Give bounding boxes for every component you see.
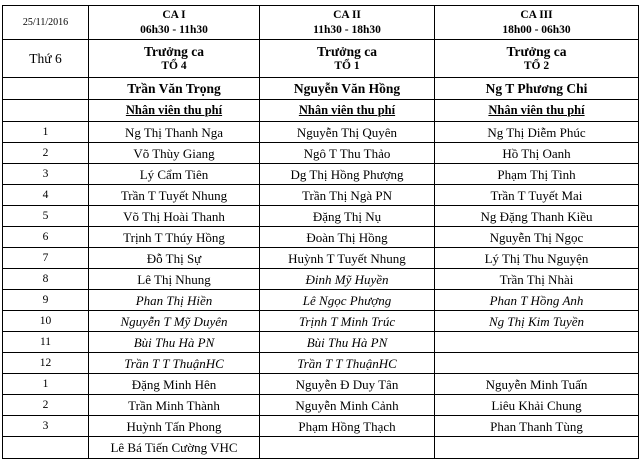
shift-2-team-name: TỔ 1	[334, 59, 360, 72]
shift-3-staff: Lý Thị Thu Nguyện	[435, 248, 639, 269]
table-row	[3, 353, 639, 374]
shift-2-team	[260, 40, 435, 78]
shift-3-lead: Ng T Phương Chi	[435, 78, 639, 100]
shift-2-lead: Nguyễn Văn Hồng	[260, 78, 435, 100]
table-row	[3, 311, 639, 332]
date-cell: 25/11/2016	[3, 6, 89, 40]
table-row	[3, 143, 639, 164]
shift-3-staff: Ng Thị Kim Tuyền	[435, 311, 639, 332]
shift-3-team	[435, 40, 639, 78]
shift-2-lead-label: Trưởng ca	[317, 43, 377, 59]
row-number: 7	[3, 248, 89, 269]
shift-2-staff: Lê Ngọc Phượng	[260, 290, 435, 311]
shift-2-header	[260, 6, 435, 40]
shift-3-staff: Phạm Thị Tình	[435, 164, 639, 185]
shift-2-staff	[260, 437, 435, 459]
shift-1-staff: Lê Bá Tiến Cường VHC	[89, 437, 260, 459]
shift-2-staff: Trần Thị Ngà PN	[260, 185, 435, 206]
shift-1-staff: Trần T T ThuậnHC	[89, 353, 260, 374]
table-row	[3, 164, 639, 185]
shift-3-time: 18h00 - 06h30	[502, 23, 571, 36]
shift-1-staff: Đặng Minh Hên	[89, 374, 260, 395]
shift-3-staff	[435, 437, 639, 459]
table-row	[3, 227, 639, 248]
shift-1-staff: Bùi Thu Hà PN	[89, 332, 260, 353]
staff-label-row	[3, 100, 639, 122]
shift-2-name: CA II	[333, 8, 361, 21]
shift-1-staff: Nguyễn T Mỹ Duyên	[89, 311, 260, 332]
shift-1-staff: Trần Minh Thành	[89, 395, 260, 416]
shift-2-staff: Trịnh T Minh Trúc	[260, 311, 435, 332]
row-number: 12	[3, 353, 89, 374]
row-number: 10	[3, 311, 89, 332]
shift-3-staff: Ng Đặng Thanh Kiều	[435, 206, 639, 227]
shift-3-staff: Phan T Hồng Anh	[435, 290, 639, 311]
shift-1-staff: Lê Thị Nhung	[89, 269, 260, 290]
shift-schedule-table	[2, 5, 639, 459]
table-row	[3, 374, 639, 395]
shift-2-staff: Đinh Mỹ Huyền	[260, 269, 435, 290]
lead-row	[3, 78, 639, 100]
shift-2-staff: Đoàn Thị Hồng	[260, 227, 435, 248]
shift-1-time: 06h30 - 11h30	[140, 23, 208, 36]
shift-3-staff	[435, 353, 639, 374]
table-row	[3, 332, 639, 353]
table-row	[3, 395, 639, 416]
shift-1-lead: Trần Văn Trọng	[89, 78, 260, 100]
shift-2-staff: Dg Thị Hồng Phượng	[260, 164, 435, 185]
shift-3-team-name: TỔ 2	[523, 59, 550, 72]
shift-3-staff: Trần Thị Nhài	[435, 269, 639, 290]
shift-1-team-name: TỔ 4	[161, 59, 187, 72]
row-number	[3, 437, 89, 459]
shift-3-staff: Liêu Khải Chung	[435, 395, 639, 416]
row-number: 1	[3, 374, 89, 395]
shift-1-staff: Huỳnh Tấn Phong	[89, 416, 260, 437]
shift-1-staff: Trần T Tuyết Nhung	[89, 185, 260, 206]
table-row	[3, 416, 639, 437]
shift-3-name: CA III	[520, 8, 553, 21]
shift-2-staff: Phạm Hồng Thạch	[260, 416, 435, 437]
shift-3-staff: Ng Thị Diễm Phúc	[435, 122, 639, 143]
shift-3-staff	[435, 332, 639, 353]
row-number: 8	[3, 269, 89, 290]
shift-3-staff: Nguyễn Minh Tuấn	[435, 374, 639, 395]
table-row	[3, 437, 639, 459]
shift-3-staff-label: Nhân viên thu phí	[435, 100, 639, 122]
day-cell: Thứ 6	[3, 40, 89, 78]
shift-3-staff: Trần T Tuyết Mai	[435, 185, 639, 206]
row-number: 5	[3, 206, 89, 227]
shift-2-staff: Ngô T Thu Thảo	[260, 143, 435, 164]
row-number: 2	[3, 143, 89, 164]
shift-2-staff: Trần T T ThuậnHC	[260, 353, 435, 374]
shift-3-staff: Hồ Thị Oanh	[435, 143, 639, 164]
shift-2-staff: Nguyễn Minh Cảnh	[260, 395, 435, 416]
shift-3-staff: Nguyễn Thị Ngọc	[435, 227, 639, 248]
row-number: 3	[3, 416, 89, 437]
shift-1-staff: Phan Thị Hiền	[89, 290, 260, 311]
shift-1-team	[89, 40, 260, 78]
shift-1-staff: Ng Thị Thanh Nga	[89, 122, 260, 143]
table-row	[3, 290, 639, 311]
shift-1-staff-label: Nhân viên thu phí	[89, 100, 260, 122]
table-row	[3, 269, 639, 290]
row-number: 11	[3, 332, 89, 353]
row-number: 4	[3, 185, 89, 206]
shift-3-lead-label: Trưởng ca	[506, 43, 567, 59]
shift-1-staff: Trịnh T Thúy Hồng	[89, 227, 260, 248]
shift-2-time: 11h30 - 18h30	[313, 23, 381, 36]
row-number: 6	[3, 227, 89, 248]
row-number: 9	[3, 290, 89, 311]
row-number: 3	[3, 164, 89, 185]
shift-1-name: CA I	[162, 8, 186, 21]
shift-2-staff: Nguyễn Đ Duy Tân	[260, 374, 435, 395]
shift-2-staff: Huỳnh T Tuyết Nhung	[260, 248, 435, 269]
team-header-row	[3, 40, 639, 78]
table-row	[3, 185, 639, 206]
shift-header-row	[3, 6, 639, 40]
shift-1-lead-label: Trưởng ca	[144, 43, 204, 59]
shift-2-staff: Nguyễn Thị Quyên	[260, 122, 435, 143]
shift-1-staff: Đỗ Thị Sự	[89, 248, 260, 269]
shift-2-staff: Đặng Thị Nụ	[260, 206, 435, 227]
shift-3-header	[435, 6, 639, 40]
shift-1-staff: Lý Cẩm Tiên	[89, 164, 260, 185]
table-row	[3, 122, 639, 143]
table-row	[3, 248, 639, 269]
table-row	[3, 206, 639, 227]
shift-1-staff: Võ Thùy Giang	[89, 143, 260, 164]
shift-2-staff: Bùi Thu Hà PN	[260, 332, 435, 353]
lead-row-blank	[3, 78, 89, 100]
shift-3-staff: Phan Thanh Tùng	[435, 416, 639, 437]
row-number: 1	[3, 122, 89, 143]
row-number: 2	[3, 395, 89, 416]
staff-label-blank	[3, 100, 89, 122]
shift-1-header	[89, 6, 260, 40]
shift-2-staff-label: Nhân viên thu phí	[260, 100, 435, 122]
shift-1-staff: Võ Thị Hoài Thanh	[89, 206, 260, 227]
